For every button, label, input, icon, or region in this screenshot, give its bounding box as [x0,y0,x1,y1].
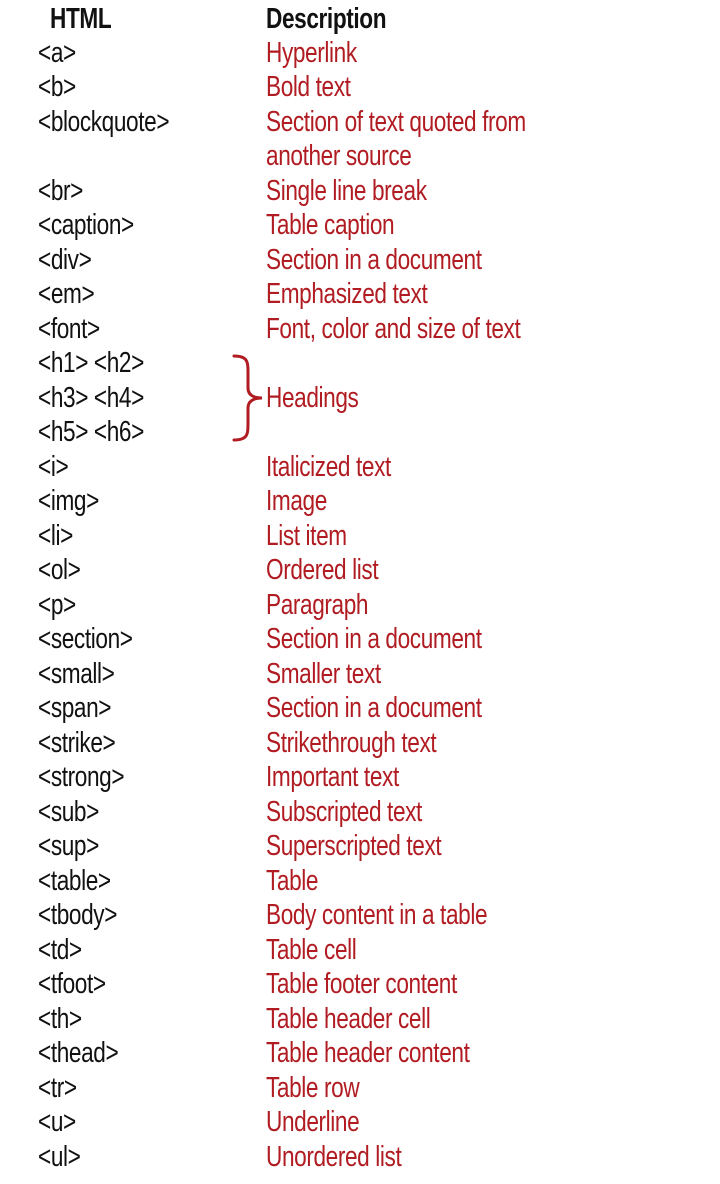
description-ol: Ordered list [266,554,379,586]
description-strong: Important text [266,761,399,793]
tag-section: <section> [38,623,133,655]
tag-br: <br> [38,175,83,207]
column-header-html: HTML [50,3,112,35]
tag-td: <td> [38,934,82,966]
tag-strong: <strong> [38,761,125,793]
tag-ul: <ul> [38,1141,81,1173]
tag-sup: <sup> [38,830,99,862]
tag-h1-h2: <h1> <h2> [38,347,144,379]
column-header-description: Description [266,3,387,35]
description-sup: Superscripted text [266,830,442,862]
description-br: Single line break [266,175,427,207]
description-em: Emphasized text [266,278,428,310]
tag-img: <img> [38,485,99,517]
tag-h3-h4: <h3> <h4> [38,382,144,414]
tag-li: <li> [38,520,73,552]
description-div: Section in a document [266,244,482,276]
tag-table: <table> [38,865,111,897]
description-ul: Unordered list [266,1141,402,1173]
description-a: Hyperlink [266,37,357,69]
description-td: Table cell [266,934,357,966]
tag-tfoot: <tfoot> [38,968,106,1000]
tag-em: <em> [38,278,95,310]
tag-i: <i> [38,451,69,483]
tag-caption: <caption> [38,209,134,241]
description-caption: Table caption [266,209,395,241]
tag-tr: <tr> [38,1072,77,1104]
description-li: List item [266,520,347,552]
description-thead: Table header content [266,1037,470,1069]
description-table: Table [266,865,319,897]
tag-u: <u> [38,1106,76,1138]
description-tr: Table row [266,1072,360,1104]
description-th: Table header cell [266,1003,431,1035]
description-section: Section in a document [266,623,482,655]
description-img: Image [266,485,327,517]
description-tfoot: Table footer content [266,968,457,1000]
description-blockquote-cont: another source [266,140,412,172]
description-p: Paragraph [266,589,369,621]
tag-ol: <ol> [38,554,81,586]
description-blockquote: Section of text quoted from [266,106,526,138]
tag-strike: <strike> [38,727,116,759]
tag-h5-h6: <h5> <h6> [38,416,144,448]
tag-sub: <sub> [38,796,99,828]
tag-tbody: <tbody> [38,899,118,931]
description-i: Italicized text [266,451,391,483]
tag-b: <b> [38,71,76,103]
tag-p: <p> [38,589,76,621]
description-span: Section in a document [266,692,482,724]
description-u: Underline [266,1106,360,1138]
tag-small: <small> [38,658,115,690]
description-font: Font, color and size of text [266,313,521,345]
tag-th: <th> [38,1003,82,1035]
description-tbody: Body content in a table [266,899,488,931]
tag-a: <a> [38,37,76,69]
description-strike: Strikethrough text [266,727,437,759]
tag-blockquote: <blockquote> [38,106,170,138]
tag-font: <font> [38,313,100,345]
description-headings: Headings [266,382,359,414]
tag-thead: <thead> [38,1037,119,1069]
description-b: Bold text [266,71,351,103]
description-small: Smaller text [266,658,381,690]
tag-span: <span> [38,692,112,724]
tag-div: <div> [38,244,92,276]
curly-brace-icon [226,352,266,444]
description-sub: Subscripted text [266,796,422,828]
